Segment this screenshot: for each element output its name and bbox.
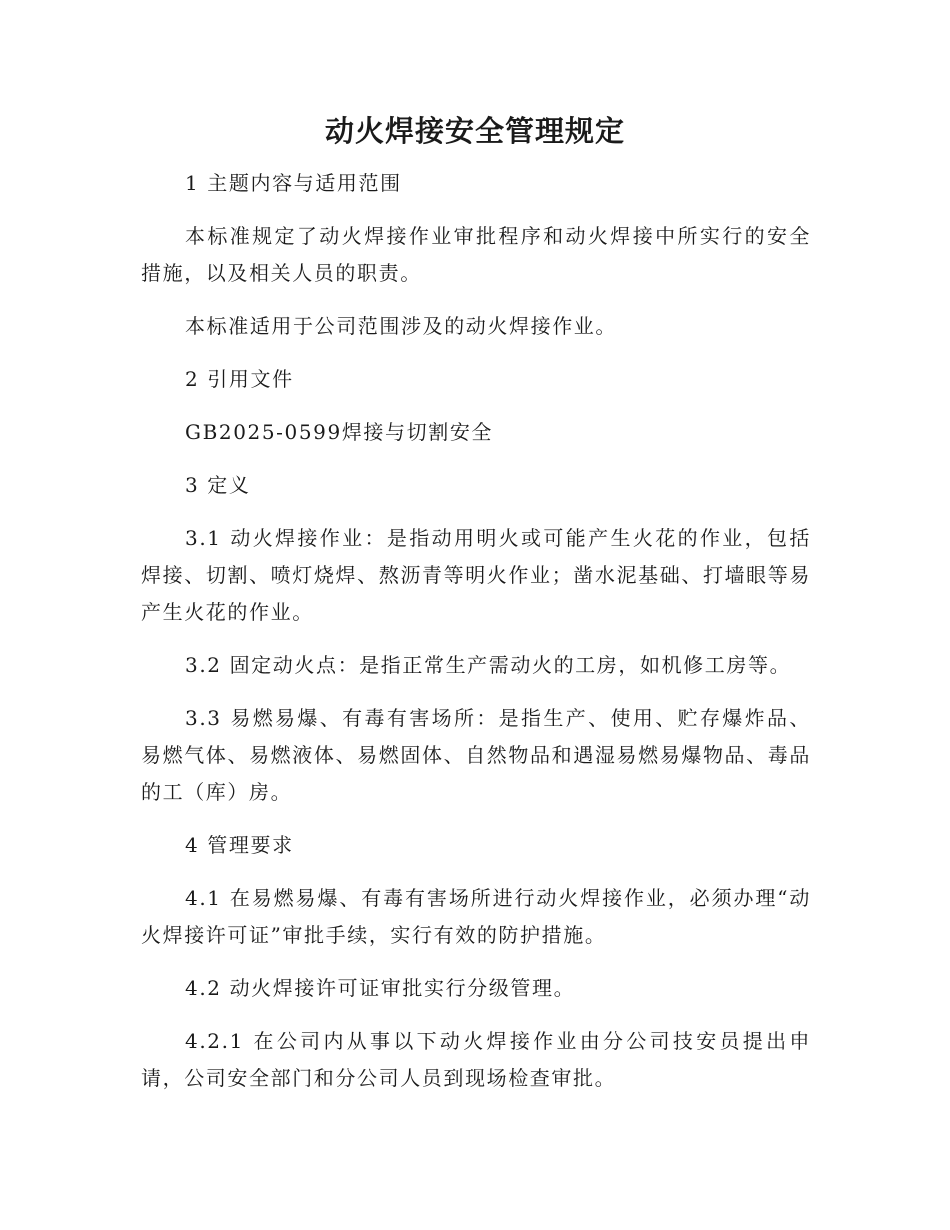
section-heading: 2 引用文件 [185, 367, 294, 391]
document-body [141, 165, 811, 1113]
paragraph: 本标准规定了动火焊接作业审批程序和动火焊接中所实行的安全措施，以及相关人员的职责。 [141, 224, 811, 285]
definition-item: 3.3 易燃易爆、有毒有害场所：是指生产、使用、贮存爆炸品、易燃气体、易燃液体、易燃固体、自然物品和遇湿易燃易爆物品、毒品的工（库）房。 [141, 706, 811, 804]
paragraph: 本标准适用于公司范围涉及的动火焊接作业。 [185, 314, 617, 338]
requirement-item: 4.2 动火焊接许可证审批实行分级管理。 [185, 976, 576, 1000]
requirement-item: 4.2.1 在公司内从事以下动火焊接作业由分公司技安员提出申请，公司安全部门和分公司人员到现场检查审批。 [141, 1029, 811, 1090]
requirement-item: 4.1 在易燃易爆、有毒有害场所进行动火焊接作业，必须办理“动火焊接许可证”审批手续，实行有效的防护措施。 [141, 886, 811, 947]
document-title: 动火焊接安全管理规定 [324, 114, 625, 148]
section-heading: 3 定义 [185, 473, 251, 497]
section-heading: 4 管理要求 [185, 833, 294, 857]
definition-item: 3.2 固定动火点：是指正常生产需动火的工房，如机修工房等。 [185, 653, 792, 677]
reference-item: GB2025-0599焊接与切割安全 [185, 420, 494, 444]
section-heading: 1 主题内容与适用范围 [185, 171, 402, 195]
definition-item: 3.1 动火焊接作业：是指动用明火或可能产生火花的作业，包括焊接、切割、喷灯烧焊、熬沥青等明火作业；凿水泥基础、打墙眼等易产生火花的作业。 [141, 526, 811, 624]
